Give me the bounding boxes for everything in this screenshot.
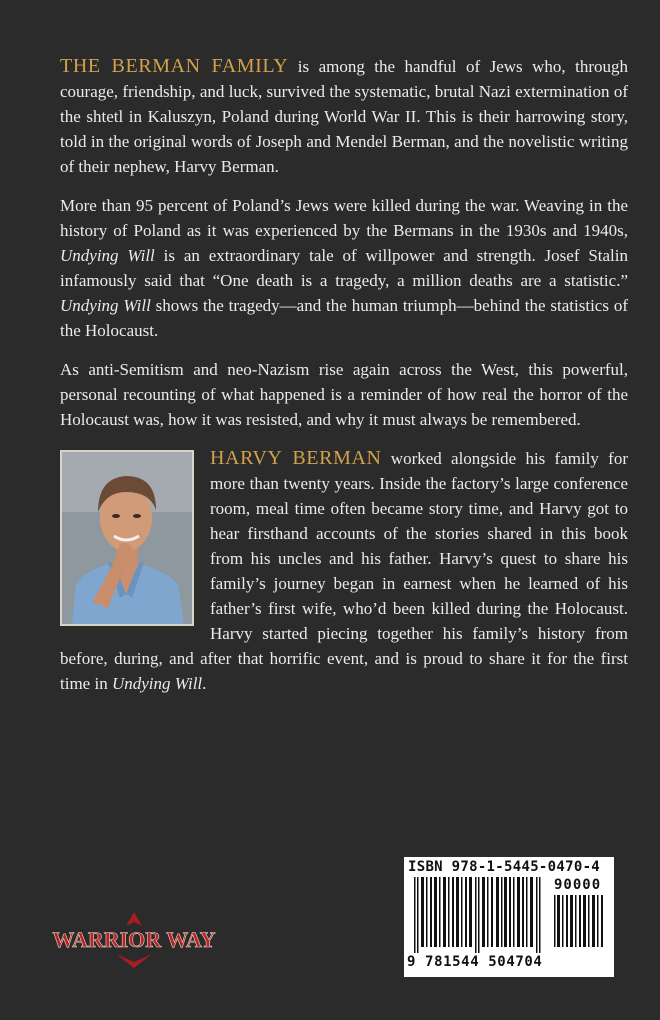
author-name-heading: HARVY BERMAN bbox=[210, 447, 382, 469]
book-title-ref: Undying Will bbox=[111, 674, 203, 693]
author-photo bbox=[60, 450, 194, 626]
blurb-p1-text: is among the handful of Jews who, through courage, friendship, and luck, survived the systematic, brutal Nazi extermination of the shtetl in Kaluszyn, Poland during World War II. This is their harrowing story, told in the original words of Joseph and Mendel Berman, and the novelistic writing of their nephew, Harvy Berman. bbox=[60, 57, 629, 176]
warrior-way-logo bbox=[52, 910, 216, 970]
author-bio-text: worked alongside his family for more than twenty years. Inside the factory’s large conference room, meal time often became story time, and Harvy got to hear firsthand accounts of the stories shared in this book from his uncles and his father. Harvy’s quest to share his family’s journey began in earnest when he learned of his father’s first wife, who’d been killed during the Holocaust. Harvy started piecing together his family’s history from before, during, and after that horrific event, and is proud to share it for the first time in bbox=[60, 449, 628, 693]
isbn-barcode bbox=[404, 857, 614, 977]
price-code: 90000 bbox=[554, 877, 602, 893]
blurb-p2-text-c: shows the tragedy—and the human triumph—behind the statistics of the Holocaust. bbox=[60, 296, 628, 340]
blurb-p2-text-b: is an extraordinary tale of willpower and strength. Josef Stalin infamously said that “One death is a tragedy, a million deaths are a statistic.” bbox=[60, 246, 628, 290]
publisher-logo bbox=[52, 910, 216, 970]
author-bio-end: . bbox=[202, 674, 207, 693]
cover-copy bbox=[60, 54, 628, 696]
isbn-label: ISBN 978-1-5445-0470-4 bbox=[408, 859, 601, 875]
book-title-ref: Undying Will bbox=[60, 246, 155, 265]
author-portrait-illustration bbox=[62, 452, 192, 624]
blurb-p2-text-a: More than 95 percent of Poland’s Jews were killed during the war. Weaving in the history of Poland as it was experienced by the Bermans in the 1930s and 1940s, bbox=[60, 196, 628, 240]
price-addon-bars bbox=[552, 895, 608, 947]
family-name-heading: THE BERMAN FAMILY bbox=[60, 55, 289, 77]
logo-text: WARRIOR WAY bbox=[52, 927, 216, 952]
ean-digits: 9 781544 504704 bbox=[407, 954, 543, 970]
blurb-paragraph-3: As anti-Semitism and neo-Nazism rise again across the West, this powerful, personal recounting of what happened is a reminder of how real the horror of the Holocaust was, how it was resisted, and why it must always be remembered. bbox=[60, 360, 628, 429]
ean-barcode-bars bbox=[412, 877, 550, 953]
author-bio bbox=[60, 446, 628, 696]
blurb-paragraph-2 bbox=[60, 193, 628, 343]
blurb-paragraph-1 bbox=[60, 54, 628, 179]
book-title-ref: Undying Will bbox=[60, 296, 151, 315]
